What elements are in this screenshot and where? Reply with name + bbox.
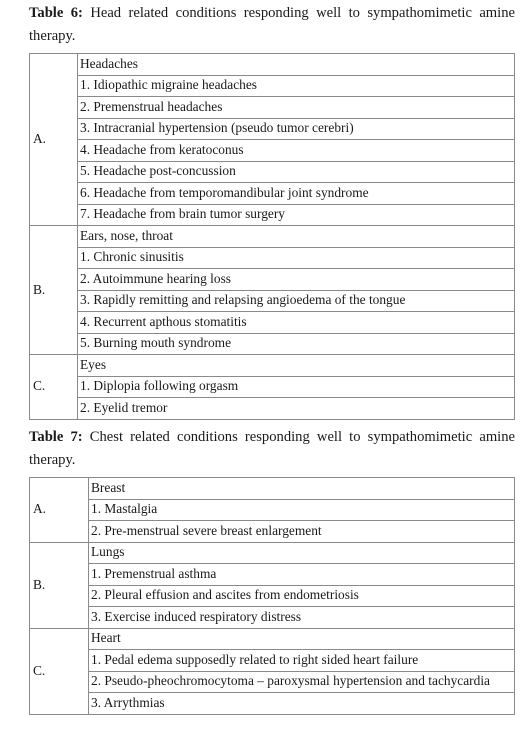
table-row xyxy=(30,398,515,420)
table-row xyxy=(30,564,515,586)
list-item: 4. Headache from keratoconus xyxy=(78,140,515,162)
table-row xyxy=(30,542,515,564)
list-item: 2. Pseudo-pheochromocytoma – paroxysmal hypertension and tachycardia xyxy=(89,671,515,693)
group-label: B. xyxy=(30,542,89,628)
table-row xyxy=(30,269,515,291)
table-row xyxy=(30,54,515,76)
list-item: 1. Pedal edema supposedly related to right sided heart failure xyxy=(89,650,515,672)
group-label: C. xyxy=(30,355,78,420)
list-item: 1. Chronic sinusitis xyxy=(78,247,515,269)
table-row xyxy=(30,204,515,226)
table-row xyxy=(30,521,515,543)
table6-caption-text: Head related conditions responding well to sympathomimetic amine therapy. xyxy=(29,5,515,44)
table-row xyxy=(30,628,515,650)
list-item: 3. Arrythmias xyxy=(89,693,515,715)
table6 xyxy=(29,53,515,420)
list-item: 2. Premenstrual headaches xyxy=(78,97,515,119)
list-item: 2. Eyelid tremor xyxy=(78,398,515,420)
list-item: 3. Intracranial hypertension (pseudo tumor cerebri) xyxy=(78,118,515,140)
group-label: B. xyxy=(30,226,78,355)
table-row xyxy=(30,671,515,693)
list-item: 2. Pleural effusion and ascites from endometriosis xyxy=(89,585,515,607)
list-item: 3. Exercise induced respiratory distress xyxy=(89,607,515,629)
table-row xyxy=(30,118,515,140)
table-row xyxy=(30,161,515,183)
table-row xyxy=(30,97,515,119)
list-item: 2. Autoimmune hearing loss xyxy=(78,269,515,291)
list-item: 4. Recurrent apthous stomatitis xyxy=(78,312,515,334)
list-item: 1. Premenstrual asthma xyxy=(89,564,515,586)
table-row xyxy=(30,650,515,672)
group-header: Eyes xyxy=(78,355,515,377)
table-row xyxy=(30,693,515,715)
table-row xyxy=(30,183,515,205)
table-row xyxy=(30,607,515,629)
list-item: 7. Headache from brain tumor surgery xyxy=(78,204,515,226)
list-item: 5. Headache post-concussion xyxy=(78,161,515,183)
table-row xyxy=(30,140,515,162)
list-item: 5. Burning mouth syndrome xyxy=(78,333,515,355)
table-row xyxy=(30,290,515,312)
group-header: Headaches xyxy=(78,54,515,76)
table7-caption-text: Chest related conditions responding well to sympathomimetic amine therapy. xyxy=(29,429,516,468)
table-row xyxy=(30,499,515,521)
table-row xyxy=(30,376,515,398)
table-row xyxy=(30,333,515,355)
table6-caption-label: Table 6: xyxy=(29,5,83,21)
group-header: Breast xyxy=(89,478,515,500)
table7 xyxy=(29,477,515,715)
group-header: Heart xyxy=(89,628,515,650)
table-row xyxy=(30,355,515,377)
group-label: A. xyxy=(30,478,89,543)
list-item: 3. Rapidly remitting and relapsing angioedema of the tongue xyxy=(78,290,515,312)
group-label: C. xyxy=(30,628,89,714)
group-header: Ears, nose, throat xyxy=(78,226,515,248)
table-row xyxy=(30,585,515,607)
list-item: 1. Idiopathic migraine headaches xyxy=(78,75,515,97)
list-item: 2. Pre-menstrual severe breast enlargement xyxy=(89,521,515,543)
table7-caption xyxy=(29,426,515,472)
table-row xyxy=(30,478,515,500)
table6-caption xyxy=(29,2,515,48)
table-row xyxy=(30,312,515,334)
table-row xyxy=(30,75,515,97)
table7-caption-label: Table 7: xyxy=(29,429,83,445)
group-header: Lungs xyxy=(89,542,515,564)
list-item: 6. Headache from temporomandibular joint syndrome xyxy=(78,183,515,205)
table-row xyxy=(30,247,515,269)
group-label: A. xyxy=(30,54,78,226)
table-row xyxy=(30,226,515,248)
list-item: 1. Diplopia following orgasm xyxy=(78,376,515,398)
list-item: 1. Mastalgia xyxy=(89,499,515,521)
